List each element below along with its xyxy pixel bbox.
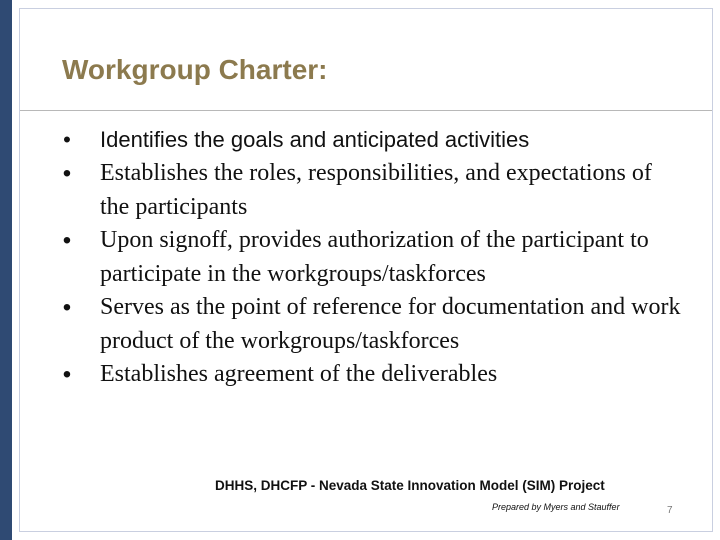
bullet-text: Establishes the roles, responsibilities, and expectations of the participants — [100, 160, 652, 220]
slide-title: Workgroup Charter: — [62, 54, 328, 85]
bullet-icon: • — [62, 294, 72, 321]
bullet-item — [58, 123, 683, 157]
bullet-item — [58, 291, 683, 358]
bullet-item — [58, 157, 683, 224]
bullet-text: Upon signoff, provides authorization of the participant to participate in the workgroups/taskforces — [100, 227, 649, 287]
bullet-icon: • — [63, 127, 71, 152]
prepared-by: Prepared by Myers and Stauffer — [492, 502, 620, 512]
project-footer: DHHS, DHCFP - Nevada State Innovation Model (SIM) Project — [215, 478, 605, 493]
bullet-icon: • — [62, 160, 72, 187]
bullet-text: Serves as the point of reference for documentation and work product of the workgroups/taskforces — [100, 294, 681, 354]
bullet-item — [58, 224, 683, 291]
bullet-item — [58, 358, 683, 392]
bullet-text: Establishes agreement of the deliverables — [100, 361, 498, 387]
bullet-icon: • — [62, 361, 72, 388]
bullet-icon: • — [62, 227, 72, 254]
bullet-list — [58, 123, 683, 392]
bullet-text: Identifies the goals and anticipated activities — [100, 127, 530, 152]
page-number: 7 — [667, 505, 673, 516]
title-divider — [20, 110, 712, 111]
accent-bar — [0, 0, 12, 540]
